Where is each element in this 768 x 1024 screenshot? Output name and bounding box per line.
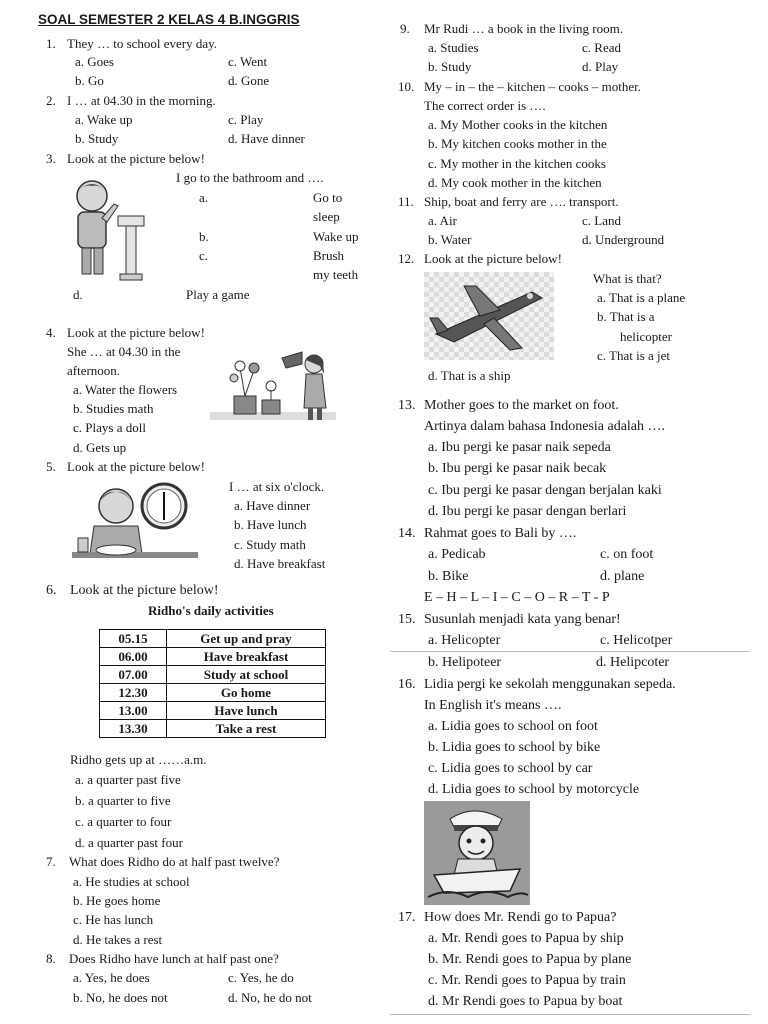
q5-option-d[interactable]: d. Have breakfast (234, 556, 326, 571)
q9-option-b[interactable]: b. Study (428, 59, 472, 74)
q3-option-b[interactable]: b. (199, 229, 209, 244)
q10-option-a[interactable]: a. My Mother cooks in the kitchen (428, 117, 608, 132)
q6-text: Look at the picture below! (70, 583, 219, 598)
table-row (100, 702, 326, 720)
q12-option-b[interactable]: b. That is a (597, 309, 655, 324)
q8-option-a[interactable]: a. Yes, he does (73, 970, 150, 985)
q15-text: Susunlah menjadi kata yang benar! (424, 612, 621, 627)
q2-option-b[interactable]: b. Study (75, 131, 119, 146)
q3-option-c[interactable]: c. (199, 248, 209, 263)
q16-option-d[interactable]: d. Lidia goes to school by motorcycle (428, 782, 640, 797)
q12-question: What is that? (593, 271, 662, 286)
q16-subtext: In English it's means …. (424, 698, 562, 713)
q4-line-2: afternoon. (67, 363, 121, 378)
q14-option-b[interactable]: b. Bike (428, 569, 469, 584)
q9-option-c[interactable]: c. Read (582, 40, 621, 55)
q7-number: 7. (46, 854, 56, 869)
bottom-divider-line (390, 1014, 750, 1015)
q17-number: 17. (398, 910, 416, 925)
q17-option-c[interactable]: c. Mr. Rendi goes to Papua by train (428, 973, 626, 988)
q15-number: 15. (398, 612, 416, 627)
boy-eating-clock-picture (72, 476, 198, 572)
q8-option-d[interactable]: d. No, he do not (228, 990, 312, 1005)
q4-number: 4. (46, 325, 56, 340)
time-cell: 06.00 (100, 648, 167, 666)
q6-option-a[interactable]: a. a quarter past five (75, 772, 181, 787)
time-cell: 13.00 (100, 702, 167, 720)
q16-option-b[interactable]: b. Lidia goes to school by bike (428, 740, 601, 755)
q12-option-d[interactable]: d. That is a ship (428, 368, 511, 383)
q3-text: Look at the picture below! (67, 151, 205, 166)
q12-option-a[interactable]: a. That is a plane (597, 290, 686, 305)
q11-number: 11. (398, 194, 414, 209)
q10-number: 10. (398, 79, 415, 94)
q7-option-b[interactable]: b. He goes home (73, 893, 161, 908)
q11-option-c[interactable]: c. Land (582, 213, 621, 228)
q9-option-d[interactable]: d. Play (582, 59, 619, 74)
q17-option-b[interactable]: b. Mr. Rendi goes to Papua by plane (428, 952, 632, 967)
q7-option-a[interactable]: a. He studies at school (73, 874, 190, 889)
q8-number: 8. (46, 951, 56, 966)
q4-text: Look at the picture below! (67, 325, 205, 340)
q16-option-a[interactable]: a. Lidia goes to school on foot (428, 719, 598, 734)
q1-option-b[interactable]: b. Go (75, 73, 104, 88)
q13-option-c[interactable]: c. Ibu pergi ke pasar dengan berjalan kaki (428, 483, 662, 498)
q4-option-a[interactable]: a. Water the flowers (73, 382, 178, 397)
q6-number: 6. (46, 583, 57, 598)
q15-option-d[interactable]: d. Helipcoter (596, 655, 670, 670)
q10-option-d[interactable]: d. My cook mother in the kitchen (428, 175, 602, 190)
activity-cell: Take a rest (167, 720, 326, 738)
q17-option-d[interactable]: d. Mr Rendi goes to Papua by boat (428, 994, 623, 1009)
q15-option-c[interactable]: c. Helicotper (600, 633, 673, 648)
q4-option-b[interactable]: b. Studies math (73, 401, 154, 416)
q6-table-title: Ridho's daily activities (148, 603, 274, 618)
q6-option-b[interactable]: b. a quarter to five (75, 793, 171, 808)
q6-option-c[interactable]: c. a quarter to four (75, 814, 172, 829)
q17-text: How does Mr. Rendi go to Papua? (424, 910, 617, 925)
activity-cell: Get up and pray (167, 630, 326, 648)
table-row (100, 720, 326, 738)
q3-option-a-text-2[interactable]: sleep (313, 209, 340, 224)
q7-text: What does Ridho do at half past twelve? (69, 854, 280, 869)
activity-cell: Study at school (167, 666, 326, 684)
jet-plane-picture (424, 272, 554, 360)
q12-text: Look at the picture below! (424, 251, 562, 266)
q17-option-a[interactable]: a. Mr. Rendi goes to Papua by ship (428, 931, 624, 946)
q2-option-d[interactable]: d. Have dinner (228, 131, 305, 146)
q3-sentence: I go to the bathroom and …. (176, 170, 324, 185)
q2-option-c[interactable]: c. Play (228, 112, 264, 127)
q11-text: Ship, boat and ferry are …. transport. (424, 194, 619, 209)
q1-option-d[interactable]: d. Gone (228, 73, 270, 88)
q4-option-d[interactable]: d. Gets up (73, 440, 127, 455)
q1-text: They … to school every day. (67, 36, 218, 51)
time-cell: 05.15 (100, 630, 167, 648)
q15-option-b[interactable]: b. Helipoteer (428, 655, 502, 670)
q3-option-a[interactable]: a. (199, 190, 209, 205)
q12-number: 12. (398, 251, 415, 266)
schedule-table (99, 629, 326, 738)
q13-number: 13. (398, 398, 416, 413)
q5-text: Look at the picture below! (67, 459, 205, 474)
q5-option-b[interactable]: b. Have lunch (234, 517, 307, 532)
time-cell: 07.00 (100, 666, 167, 684)
q14-option-c[interactable]: c. on foot (600, 547, 654, 562)
q12-option-b-2[interactable]: helicopter (620, 329, 672, 344)
q8-option-c[interactable]: c. Yes, he do (228, 970, 294, 985)
q3-option-a-text[interactable]: Go to (313, 190, 343, 205)
q9-text: Mr Rudi … a book in the living room. (424, 21, 623, 36)
q5-number: 5. (46, 459, 56, 474)
q13-option-d[interactable]: d. Ibu pergi ke pasar dengan berlari (428, 504, 627, 519)
q3-option-d-text[interactable]: Play a game (186, 287, 250, 302)
q2-text: I … at 04.30 in the morning. (67, 93, 216, 108)
activity-cell: Have lunch (167, 702, 326, 720)
q5-sentence: I … at six o'clock. (229, 479, 325, 494)
q8-option-b[interactable]: b. No, he does not (73, 990, 168, 1005)
q2-number: 2. (46, 93, 56, 108)
q3-option-d[interactable]: d. (73, 287, 83, 302)
time-cell: 12.30 (100, 684, 167, 702)
table-row (100, 666, 326, 684)
girl-watering-flowers-picture (210, 346, 336, 428)
q1-number: 1. (46, 36, 56, 51)
q3-option-c-text[interactable]: Brush (313, 248, 345, 263)
table-row (100, 648, 326, 666)
activity-cell: Go home (167, 684, 326, 702)
q11-option-b[interactable]: b. Water (428, 232, 472, 247)
q8-text: Does Ridho have lunch at half past one? (69, 951, 279, 966)
table-row (100, 684, 326, 702)
q6-option-d[interactable]: d. a quarter past four (75, 835, 183, 850)
q9-option-a[interactable]: a. Studies (428, 40, 479, 55)
table-row (100, 630, 326, 648)
q10-text: My – in – the – kitchen – cooks – mother. (424, 79, 642, 94)
q5-option-a[interactable]: a. Have dinner (234, 498, 311, 513)
boy-brushing-teeth-picture (62, 174, 148, 284)
q15-option-a[interactable]: a. Helicopter (428, 633, 501, 648)
q13-subtext: Artinya dalam bahasa Indonesia adalah …. (424, 419, 666, 434)
page-title: SOAL SEMESTER 2 KELAS 4 B.INGGRIS (38, 12, 300, 27)
q15-scramble: E – H – L – I – C – O – R – T - P (424, 590, 610, 605)
q4-line-1: She … at 04.30 in the (67, 344, 181, 359)
q16-number: 16. (398, 677, 416, 692)
q14-option-a[interactable]: a. Pedicab (428, 547, 486, 562)
q16-option-c[interactable]: c. Lidia goes to school by car (428, 761, 593, 776)
q1-option-a[interactable]: a. Goes (75, 54, 114, 69)
q12-option-c[interactable]: c. That is a jet (597, 348, 671, 363)
q5-option-c[interactable]: c. Study math (234, 537, 306, 552)
activity-cell: Have breakfast (167, 648, 326, 666)
q13-text: Mother goes to the market on foot. (424, 398, 619, 413)
q3-option-b-text[interactable]: Wake up (313, 229, 359, 244)
q7-option-c[interactable]: c. He has lunch (73, 912, 154, 927)
q1-option-c[interactable]: c. Went (228, 54, 268, 69)
q13-option-b[interactable]: b. Ibu pergi ke pasar naik becak (428, 461, 607, 476)
q10-option-c[interactable]: c. My mother in the kitchen cooks (428, 156, 606, 171)
q14-option-d[interactable]: d. plane (600, 569, 645, 584)
divider-line (390, 651, 750, 652)
time-cell: 13.30 (100, 720, 167, 738)
sailor-boy-boat-picture (424, 801, 530, 905)
q3-option-c-text-2[interactable]: my teeth (313, 267, 359, 282)
q14-text: Rahmat goes to Bali by …. (424, 526, 577, 541)
q10-option-b[interactable]: b. My kitchen cooks mother in the (428, 136, 607, 151)
q6-question: Ridho gets up at ……a.m. (70, 752, 207, 767)
q11-option-d[interactable]: d. Underground (582, 232, 665, 247)
q7-option-d[interactable]: d. He takes a rest (73, 932, 163, 947)
q10-subtext: The correct order is …. (424, 98, 546, 113)
q11-option-a[interactable]: a. Air (428, 213, 457, 228)
q13-option-a[interactable]: a. Ibu pergi ke pasar naik sepeda (428, 440, 611, 455)
q2-option-a[interactable]: a. Wake up (75, 112, 133, 127)
q3-number: 3. (46, 151, 56, 166)
q9-number: 9. (400, 21, 410, 36)
q4-option-c[interactable]: c. Plays a doll (73, 420, 146, 435)
q16-text: Lidia pergi ke sekolah menggunakan sepeda. (424, 677, 676, 692)
q14-number: 14. (398, 526, 416, 541)
